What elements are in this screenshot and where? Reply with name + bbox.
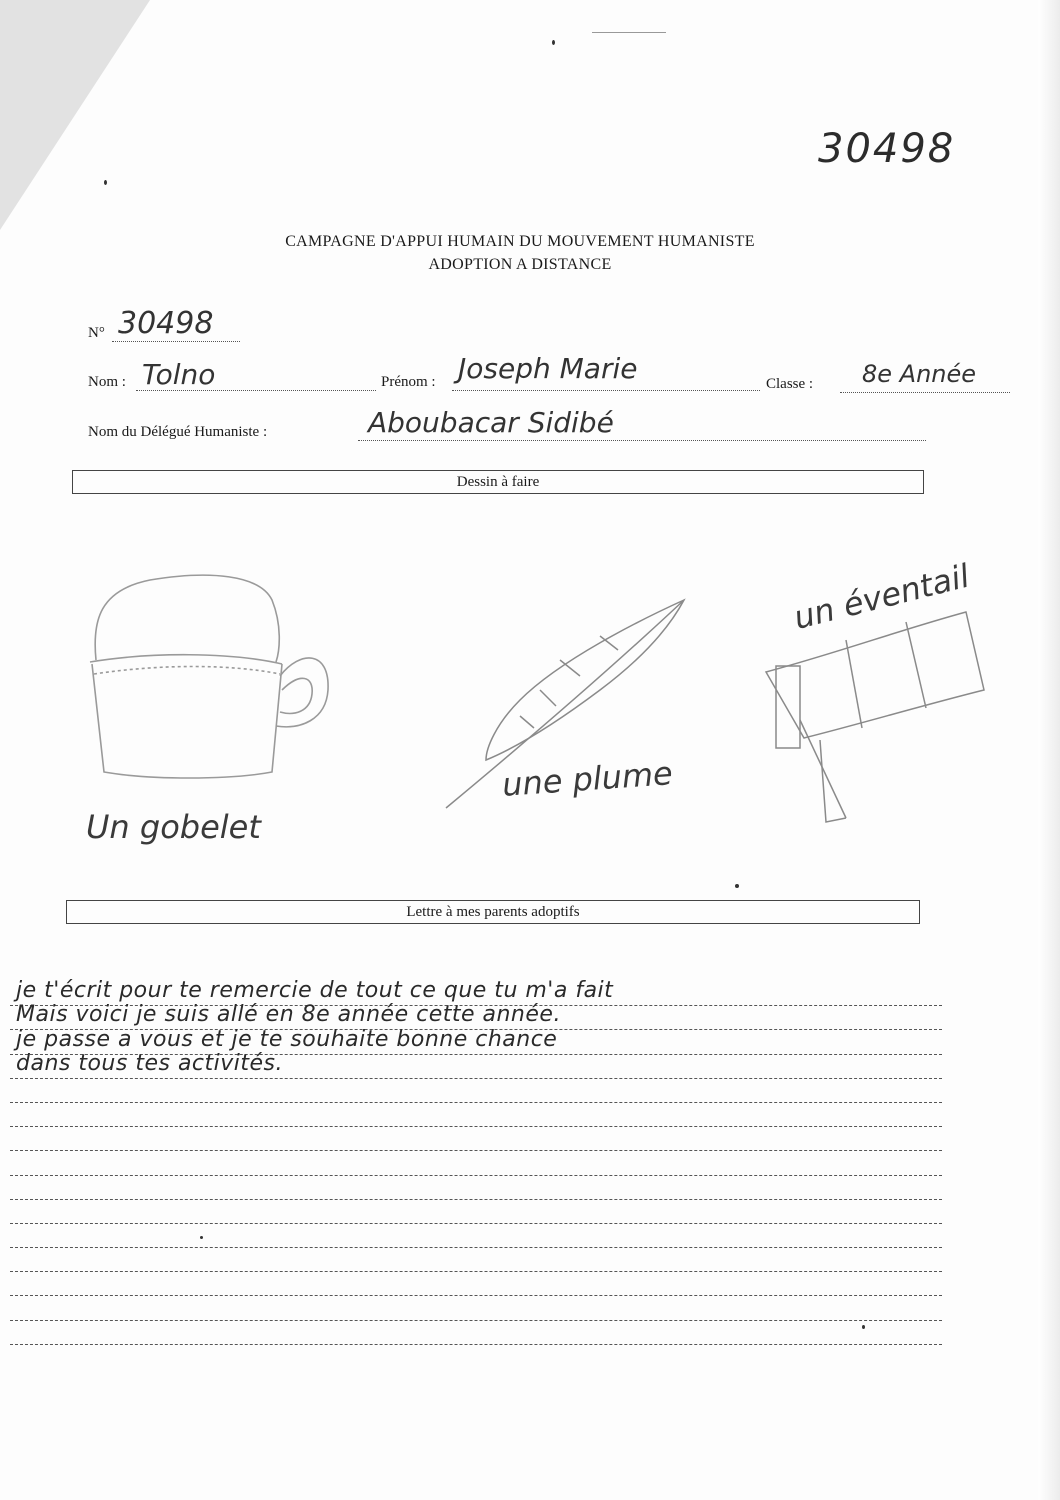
nom-value[interactable]: Tolno (142, 358, 216, 391)
drawing-section-title: Dessin à faire (72, 470, 924, 494)
letter-line (10, 1272, 942, 1296)
cup-caption: Un gobelet (86, 808, 261, 846)
ink-speck (552, 40, 555, 45)
letter-section-title: Lettre à mes parents adoptifs (66, 900, 920, 924)
ink-speck (200, 1236, 203, 1239)
letter-line (10, 1296, 942, 1320)
prenom-value[interactable]: Joseph Marie (458, 352, 638, 385)
letter-line (10, 1176, 942, 1200)
letter-body (10, 978, 942, 1345)
letter-line (10, 1224, 942, 1248)
fan-icon (766, 612, 984, 822)
letter-line-text: je t'écrit pour te remercie de tout ce que tu m'a fait (16, 978, 614, 1004)
classe-label: Classe : (766, 376, 814, 392)
letter-line (10, 1200, 942, 1224)
number-value[interactable]: 30498 (118, 306, 214, 341)
letter-line (10, 1151, 942, 1175)
letter-line (10, 1050, 942, 1079)
feather-caption: une plume (500, 754, 674, 804)
ink-speck (104, 180, 107, 185)
prenom-label: Prénom : (381, 374, 436, 390)
letter-line (10, 1321, 942, 1345)
ink-speck (862, 1325, 865, 1329)
header-title: CAMPAGNE D'APPUI HUMAIN DU MOUVEMENT HUMANISTE (285, 233, 755, 250)
letter-line (10, 1079, 942, 1103)
letter-line (10, 1103, 942, 1127)
delegue-label: Nom du Délégué Humaniste : (88, 424, 268, 440)
letter-line-text: je passe a vous et je te souhaite bonne chance (16, 1026, 558, 1052)
top-mark (592, 32, 666, 33)
classe-value[interactable]: 8e Année (862, 360, 977, 388)
letter-line (10, 1248, 942, 1272)
reference-number: 30498 (818, 126, 956, 172)
delegue-value[interactable]: Aboubacar Sidibé (368, 406, 614, 439)
cup-icon (90, 575, 328, 778)
header-subtitle: ADOPTION A DISTANCE (428, 256, 612, 273)
ink-speck (735, 884, 739, 888)
number-label: N° (88, 325, 105, 341)
letter-line-text: Mais voici je suis allé en 8e année cette année. (16, 1002, 561, 1028)
nom-label: Nom : (88, 374, 126, 390)
letter-line (10, 1127, 942, 1151)
fan-caption: un éventail (790, 556, 974, 637)
letter-line-text: dans tous tes activités. (16, 1050, 284, 1076)
